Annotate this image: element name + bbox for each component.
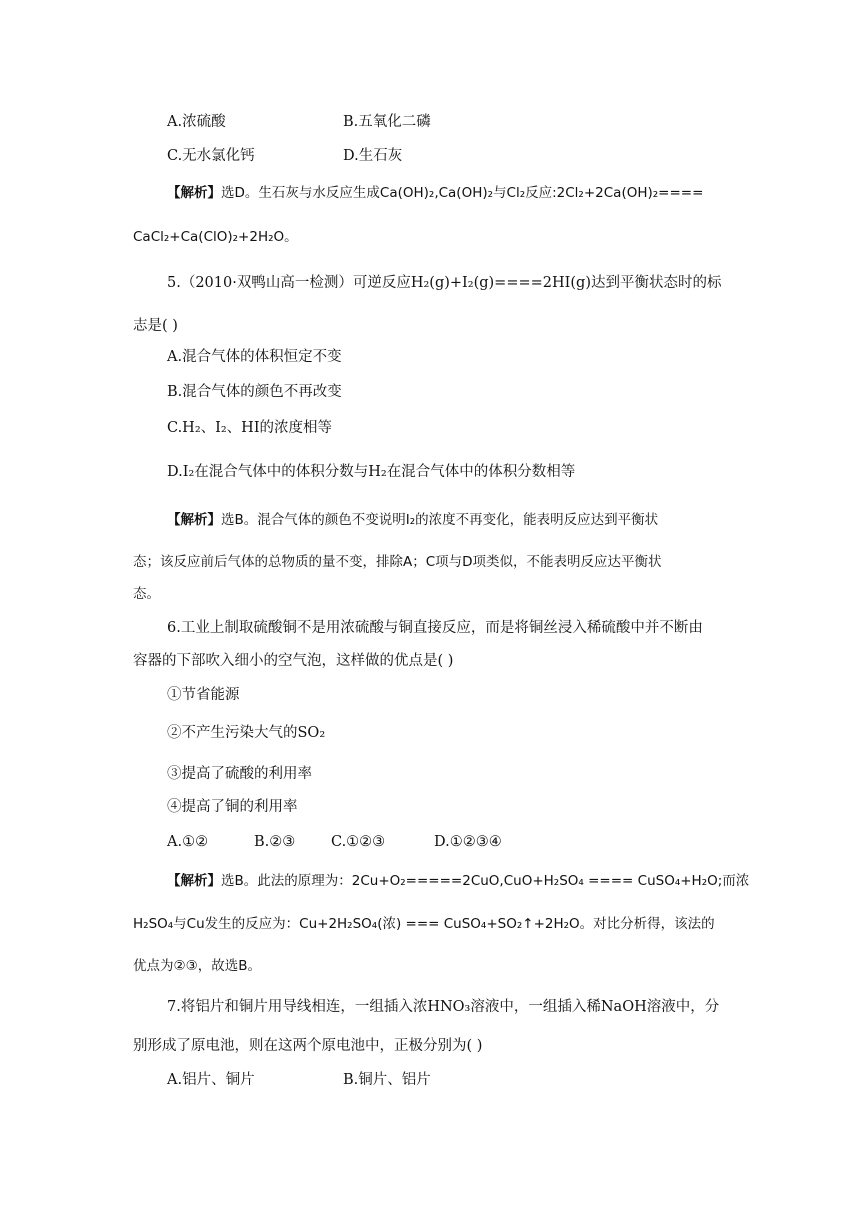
- q6-analysis-line-2: H₂SO₄与Cu发生的反应为：Cu+2H₂SO₄(浓) === CuSO₄+SO₂↑+2H₂O。对比分析得，该法的: [133, 916, 715, 932]
- q6-stem-line-2: 容器的下部吹入细小的空气泡，这样做的优点是( ): [133, 653, 454, 669]
- q5-analysis-line-1: [167, 510, 658, 530]
- q7-stem-line-2: 别形成了原电池，则在这两个原电池中，正极分别为( ): [133, 1038, 483, 1054]
- q6-item-2: ②不产生污染大气的SO₂: [167, 725, 326, 741]
- q6-analysis-line-3: 优点为②③，故选B。: [133, 958, 261, 974]
- analysis-tag: 【解析】: [167, 185, 221, 201]
- q6-option-a: A.①②: [167, 834, 209, 850]
- q4-option-a: A.浓硫酸: [167, 114, 226, 130]
- q4-option-b: B.五氧化二磷: [343, 114, 431, 130]
- q6-analysis-line-1: [167, 871, 749, 891]
- q5-option-b: B.混合气体的颜色不再改变: [167, 384, 342, 400]
- q6-option-d: D.①②③④: [434, 834, 502, 850]
- q4-option-d: D.生石灰: [343, 148, 403, 164]
- q5-stem-line-1: 5.（2010·双鸭山高一检测）可逆反应H₂(g)+I₂(g)====2HI(g)达到平衡状态时的标: [167, 275, 722, 291]
- q6-item-3: ③提高了硫酸的利用率: [167, 766, 312, 782]
- q4-analysis-line-2: CaCl₂+Ca(ClO)₂+2H₂O。: [133, 229, 298, 245]
- q7-option-a: A.铝片、铜片: [167, 1072, 255, 1088]
- q4-analysis-line-1: [167, 183, 703, 203]
- analysis-tag: 【解析】: [167, 873, 221, 889]
- q6-stem-line-1: 6.工业上制取硫酸铜不是用浓硫酸与铜直接反应，而是将铜丝浸入稀硫酸中并不断由: [167, 620, 703, 636]
- analysis-text: 选D。生石灰与水反应生成Ca(OH)₂,Ca(OH)₂与Cl₂反应:2Cl₂+2Ca(OH)₂====: [221, 185, 704, 201]
- analysis-text: 选B。混合气体的颜色不变说明I₂的浓度不再变化，能表明反应达到平衡状: [221, 512, 659, 528]
- q5-option-c: C.H₂、I₂、HI的浓度相等: [167, 420, 333, 436]
- q5-analysis-line-2: 态；该反应前后气体的总物质的量不变，排除A；C项与D项类似，不能表明反应达平衡状: [133, 554, 662, 570]
- q6-item-1: ①节省能源: [167, 687, 240, 703]
- q5-option-d: D.I₂在混合气体中的体积分数与H₂在混合气体中的体积分数相等: [167, 464, 576, 480]
- analysis-text: 选B。此法的原理为：2Cu+O₂=====2CuO,CuO+H₂SO₄ ==== CuSO₄+H₂O;而浓: [221, 873, 750, 889]
- q6-option-c: C.①②③: [331, 834, 386, 850]
- q4-option-c: C.无水氯化钙: [167, 148, 255, 164]
- q5-option-a: A.混合气体的体积恒定不变: [167, 349, 342, 365]
- analysis-tag: 【解析】: [167, 512, 221, 528]
- q7-stem-line-1: 7.将铝片和铜片用导线相连，一组插入浓HNO₃溶液中，一组插入稀NaOH溶液中，分: [167, 999, 720, 1015]
- q5-stem-line-2: 志是( ): [133, 318, 178, 334]
- q5-analysis-line-3: 态。: [133, 586, 160, 602]
- q6-option-b: B.②③: [254, 834, 296, 850]
- q6-item-4: ④提高了铜的利用率: [167, 799, 298, 815]
- q7-option-b: B.铜片、铝片: [343, 1072, 431, 1088]
